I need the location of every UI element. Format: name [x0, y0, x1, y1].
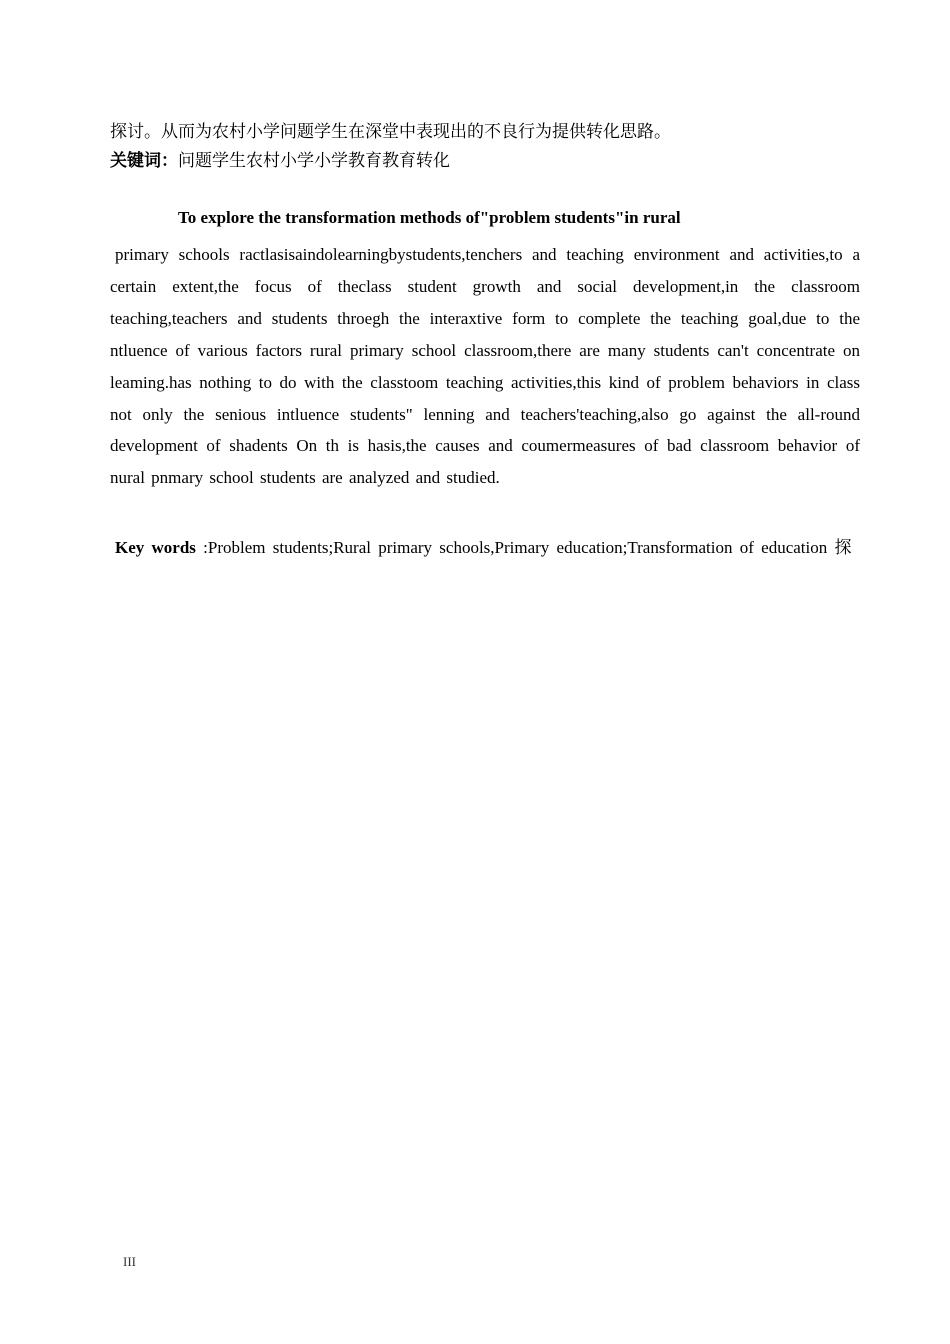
english-abstract-title: To explore the transformation methods of"problem students"in rural [178, 208, 681, 227]
chinese-keywords-label: 关键词： [110, 151, 178, 171]
chinese-keywords-value: 问题学生农村小学小学教育教育转化 [178, 151, 450, 171]
english-keywords-line [110, 533, 860, 562]
english-keywords-value: :Problem students;Rural primary schools,Primary education;Transformation of education 探 [195, 538, 852, 557]
chinese-abstract-continuation: 探讨。从而为农村小学问题学生在深堂中表现出的不良行为提供转化思路。 [110, 122, 671, 142]
page-number: III [123, 1254, 136, 1269]
chinese-keywords-line [110, 149, 860, 173]
english-abstract-body-text: primary schools ractlasisaindolearningbystudents,tenchers and teaching environment and activities,to a certain extent,the focus of theclass student growth and social development,in the classroom teaching,teachers and students throegh the interaxtive form to complete the teaching goal,due to the ntluence of various factors rural primary school classroom,there are many students can't concentrate on leaming.has nothing to do with the classtoom teaching activities,this kind of problem behaviors in class not only the senious intluence students" lenning and teachers'teaching,also go against the all-round development of shadents On th is hasis,the causes and coumermeasures of bad classroom behavior of nural pnmary school students are analyzed and studied. [110, 245, 860, 488]
english-keywords-label: Key words [115, 538, 196, 557]
english-abstract-body [110, 239, 860, 494]
